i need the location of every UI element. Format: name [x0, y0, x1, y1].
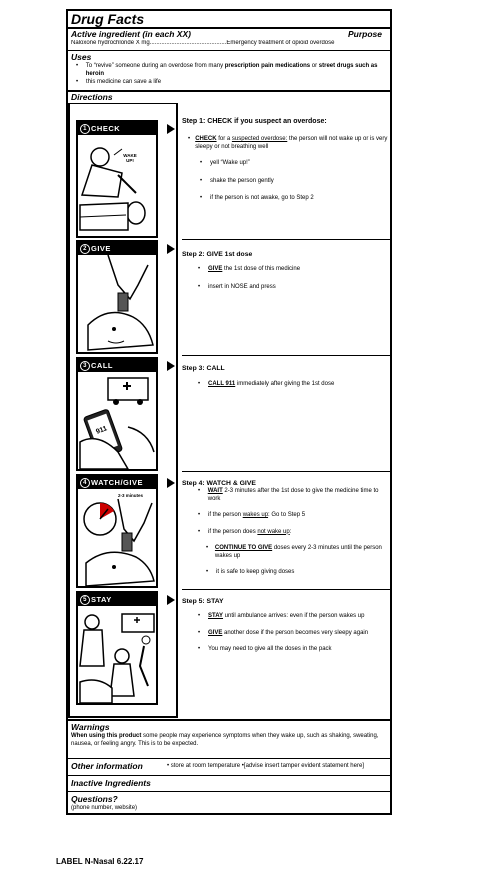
step-text: if the person does	[208, 528, 258, 535]
panel-label: CALL	[91, 361, 113, 370]
divider	[66, 791, 392, 792]
step-text: CALL 911	[208, 381, 236, 387]
divider	[66, 719, 392, 721]
step-text: insert in NOSE and press	[208, 283, 276, 290]
check-illustration	[78, 135, 156, 236]
panel-label: CHECK	[91, 124, 121, 133]
arrow-icon	[167, 124, 175, 134]
uses-bold: prescription pain medications	[224, 63, 311, 69]
step5-title: Step 5: STAY	[182, 598, 224, 605]
panel-check	[76, 120, 158, 238]
warnings-body: some people may experience symptoms when they wake up, such as shaking, sweating, nausea, or feeling angry. This is to be expected.	[71, 733, 379, 747]
uses-item: this medicine can save a life	[86, 79, 162, 85]
timer-label: 2-3 minutes	[118, 493, 144, 498]
warnings-heading: Warnings	[71, 722, 110, 732]
step-text: it is safe to keep giving doses	[216, 569, 295, 575]
step2-title: Step 2: GIVE 1st dose	[182, 251, 253, 258]
label-footer: LABEL N-Nasal 6.22.17	[56, 857, 144, 866]
step-text: 2-3 minutes after the 1st dose to give the medicine time to work	[207, 488, 379, 502]
panel-give	[76, 240, 158, 354]
panel-number: 5	[80, 595, 90, 605]
stay-illustration	[78, 606, 156, 703]
step-text: wakes up	[242, 512, 269, 518]
step-text: for a	[216, 136, 232, 142]
step-text: if the person	[208, 512, 243, 518]
divider	[66, 50, 392, 51]
other-info-text: • store at room temperature •[advise insert tamper evident statement here]	[167, 763, 364, 769]
step-text: shake the person gently	[210, 177, 274, 184]
panel-label: WATCH/GIVE	[91, 478, 143, 487]
divider	[66, 758, 392, 759]
step-text: the person will not wake up or is very sleepy or not breathing well	[195, 136, 388, 150]
purpose-label: Purpose	[348, 29, 383, 39]
call-illustration	[78, 372, 156, 469]
divider	[66, 90, 392, 92]
step3-body: • CALL 911 immediately after giving the 1st dose	[198, 381, 335, 387]
step4-title: Step 4: WATCH & GIVE	[182, 480, 256, 487]
panel-number: 1	[80, 124, 90, 134]
wake-up-bubble: WAKE UP!	[123, 153, 137, 163]
divider	[182, 239, 392, 240]
step-text: if the person is not awake, go to Step 2	[210, 195, 314, 201]
step-text: You may need to give all the doses in the pack	[208, 646, 332, 652]
arrow-icon	[167, 361, 175, 371]
give-illustration	[78, 255, 156, 352]
arrow-icon	[167, 595, 175, 605]
step-text: GIVE	[208, 266, 223, 272]
step5-body: • STAY until ambulance arrives: even if the person wakes up • GIVE another dose if the person becomes very sleepy again • You may need to give all the doses in the pack	[198, 613, 369, 652]
step2-body: • GIVE the 1st dose of this medicine • insert in NOSE and press	[198, 266, 301, 290]
step-text: : Go to Step 5	[268, 512, 306, 518]
step1-body: • CHECK for a suspected overdose: the person will not wake up or is very sleepy or not breathing well • yell “Wake up!” • shake the person gently • if the person is not awake, go to Step 2	[188, 136, 388, 201]
arrow-icon	[167, 478, 175, 488]
inactive-heading: Inactive Ingredients	[71, 778, 151, 788]
panel-number: 4	[80, 478, 90, 488]
panel-label: STAY	[91, 595, 112, 604]
arrow-icon	[167, 244, 175, 254]
panel-number: 2	[80, 244, 90, 254]
step1-title: Step 1: CHECK if you suspect an overdose:	[182, 118, 327, 125]
panel-label: GIVE	[91, 244, 111, 253]
directions-heading: Directions	[71, 92, 113, 102]
step3-title: Step 3: CALL	[182, 365, 225, 372]
step4-body: • WAIT 2-3 minutes after the 1st dose to give the medicine time to work • if the person wakes up: Go to Step 5 • if the person does not wake up: • CONTINUE TO GIVE doses every 2-3 minutes until the person wakes up • it is safe to keep giving doses	[198, 488, 382, 575]
phone-911-text: 911	[95, 425, 109, 436]
step-text: suspected overdose:	[231, 136, 288, 142]
warnings-text	[71, 733, 389, 748]
active-ingredient-label: Active ingredient (in each XX)	[71, 29, 191, 39]
step-text: STAY	[208, 613, 224, 619]
other-info-heading: Other information	[71, 761, 143, 771]
step-text: yell “Wake up!”	[210, 160, 250, 166]
uses-text: or	[310, 63, 319, 69]
step-text: GIVE	[208, 629, 223, 636]
uses-text: To “revive” someone during an overdose from many	[85, 63, 225, 69]
step-text: another dose if the person becomes very sleepy again	[222, 629, 369, 636]
uses-list: • To “revive” someone during an overdose from many prescription pain medications or street drugs such as heroin • this medicine can save a life	[76, 63, 378, 85]
questions-text: (phone number, website)	[71, 805, 138, 811]
watch-give-illustration	[78, 489, 156, 586]
panel-watch-give	[76, 474, 158, 588]
step-text: not wake up	[257, 528, 290, 535]
step-text: :	[289, 528, 292, 535]
step-text: CHECK	[195, 136, 217, 142]
divider	[66, 775, 392, 776]
step-text: doses every 2-3 minutes until the person wakes up	[214, 545, 382, 559]
warnings-bold: When using this product	[71, 733, 142, 739]
uses-bold: street drugs such as heroin	[85, 63, 378, 77]
uses-heading: Uses	[71, 52, 92, 62]
divider	[182, 471, 392, 472]
step-text: WAIT	[207, 488, 223, 494]
panel-stay	[76, 591, 158, 705]
divider	[182, 589, 392, 590]
panel-number: 3	[80, 361, 90, 371]
step-text: the 1st dose of this medicine	[222, 266, 301, 272]
questions-heading: Questions?	[71, 794, 118, 804]
divider	[182, 355, 392, 356]
step-text: until ambulance arrives: even if the person wakes up	[223, 613, 365, 619]
panel-call	[76, 357, 158, 471]
ingredient-line: Naloxone hydrochloride X mg..............................................Emergency treatment of opioid overdose	[71, 40, 335, 46]
drug-facts-title: Drug Facts	[71, 11, 145, 27]
step-text: CONTINUE TO GIVE	[214, 545, 273, 551]
step-text: immediately after giving the 1st dose	[235, 381, 335, 387]
